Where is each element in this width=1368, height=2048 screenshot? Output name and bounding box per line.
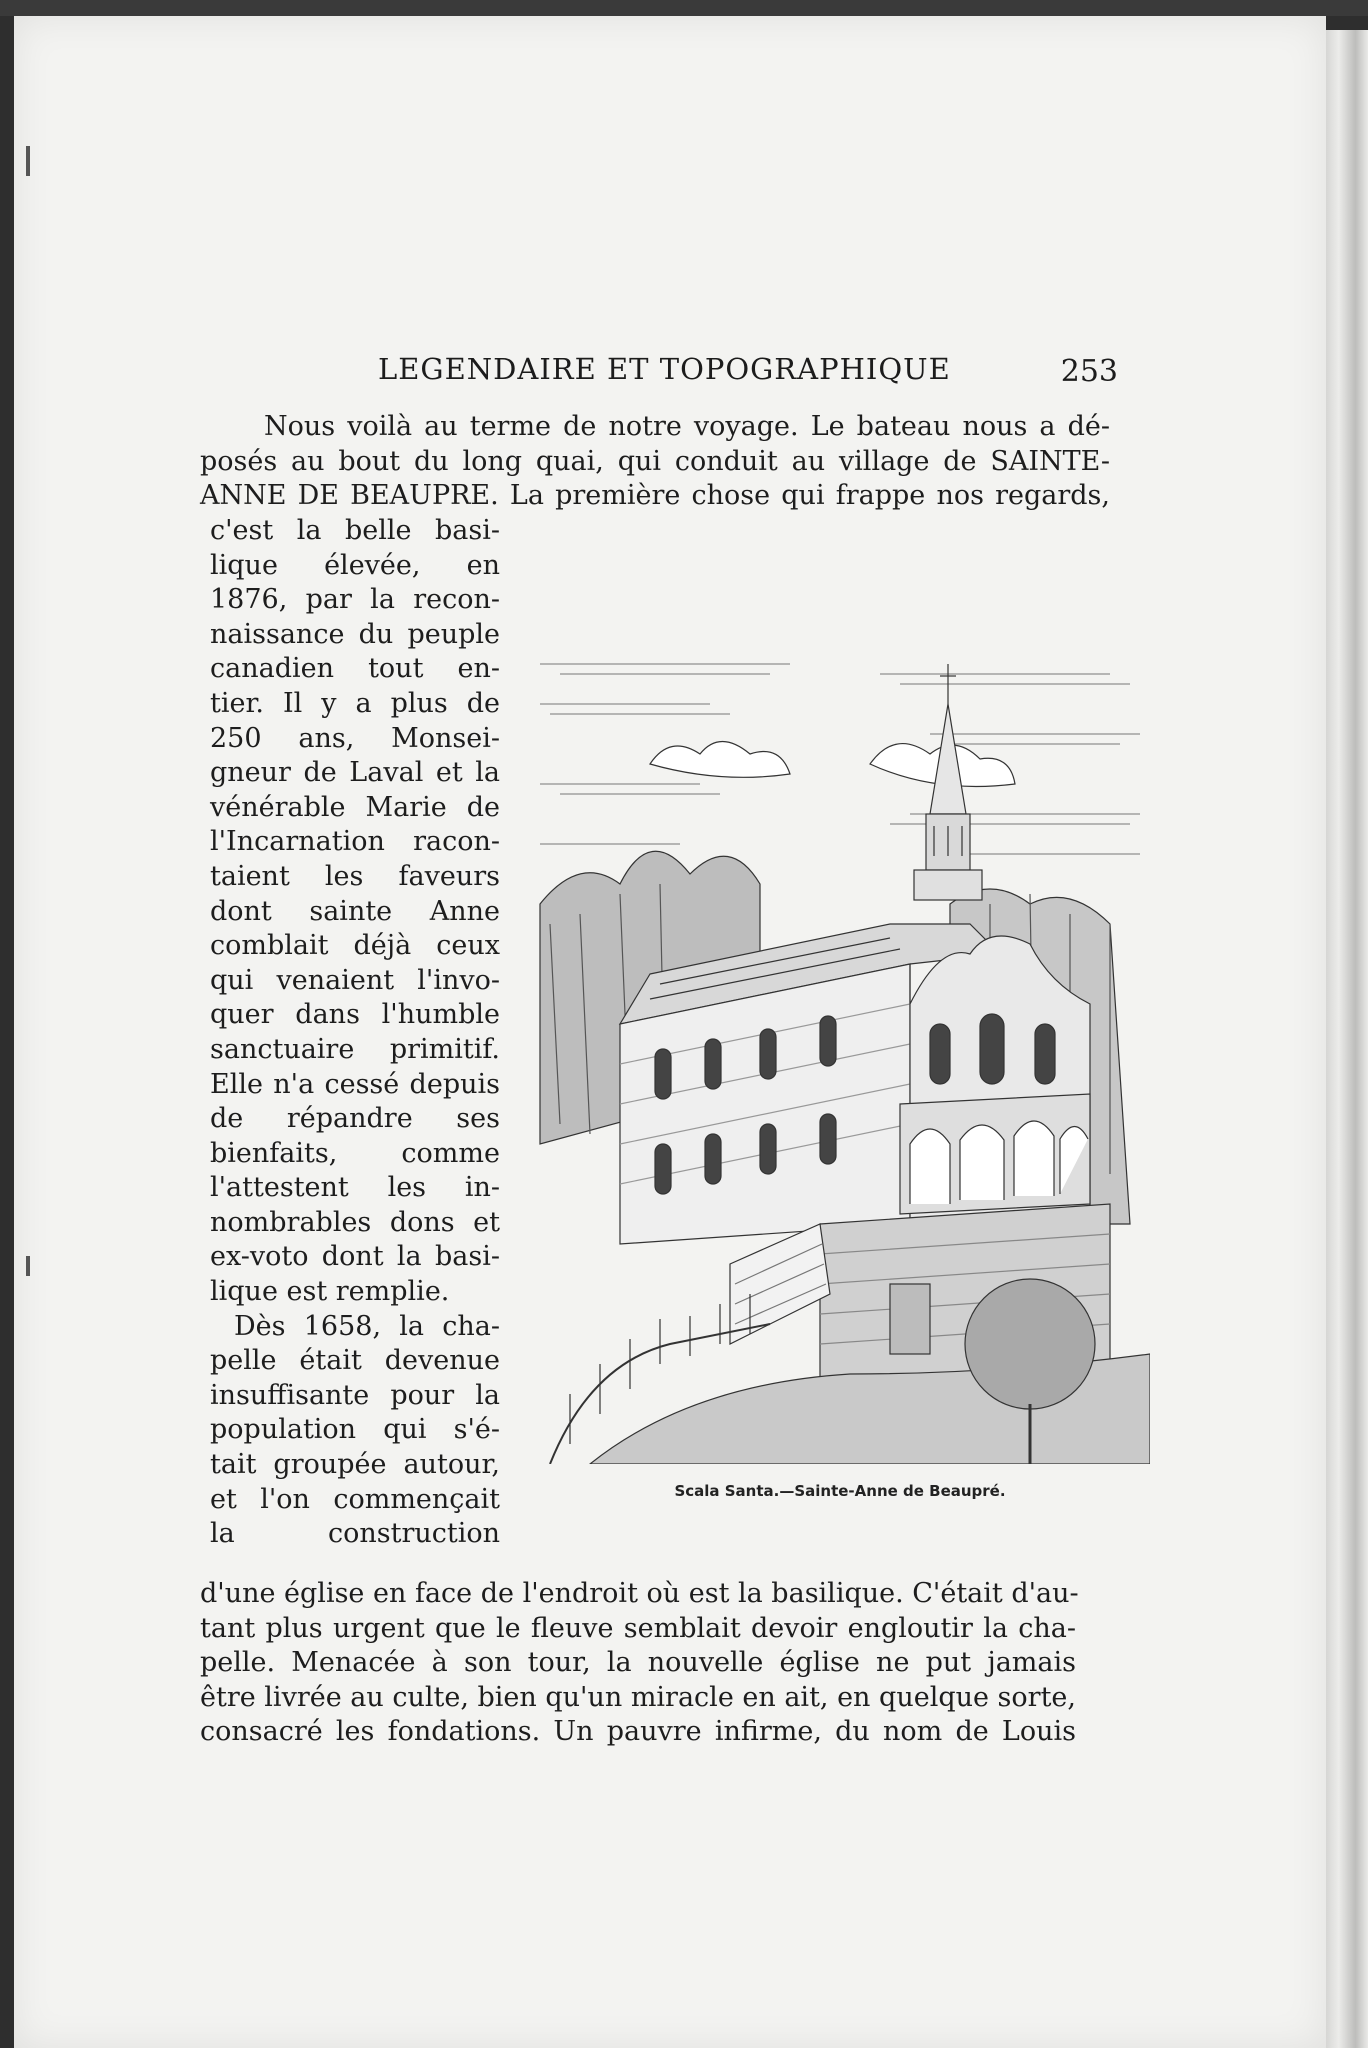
text-line: de répandre ses — [210, 1103, 500, 1135]
text-line: 1876, par la recon- — [210, 584, 500, 616]
text-line: pelle était devenue — [210, 1345, 500, 1377]
text-line: Elle n'a cessé depuis — [210, 1068, 500, 1100]
text-line: l'attestent les in- — [210, 1172, 500, 1204]
text-line: nombrables dons et — [210, 1206, 500, 1238]
page-header — [200, 352, 1118, 392]
text-line: posés au bout du long quai, qui conduit au village de SAINTE- — [200, 445, 1110, 477]
text-line: gneur de Laval et la — [210, 757, 500, 789]
text-line: c'est la belle basi- — [210, 515, 500, 546]
text-line: quer dans l'humble — [210, 999, 500, 1031]
text-line: 250 ans, Monsei- — [210, 722, 500, 754]
text-line: pelle. Menacée à son tour, la nouvelle église ne put jamais — [200, 1647, 1076, 1679]
text-line: Dès 1658, la cha- — [234, 1310, 500, 1342]
text-line: l'Incarnation racon- — [210, 826, 500, 858]
figure-caption: Scala Santa.—Sainte-Anne de Beaupré. — [674, 1482, 1006, 1500]
text-line: lique élevée, en — [210, 549, 500, 581]
lead-paragraph — [200, 410, 1110, 514]
text-line: Nous voilà au terme de notre voyage. Le bateau nous a dé- — [264, 411, 1110, 442]
book-edge — [1326, 30, 1368, 2048]
text-line: tait groupée autour, — [210, 1449, 500, 1481]
text-line: naissance du peuple — [210, 618, 500, 650]
text-line: comblait déjà ceux — [210, 930, 500, 962]
text-line: lique est remplie. — [210, 1276, 450, 1308]
text-line: qui venaient l'invo- — [210, 964, 500, 996]
text-line: canadien tout en- — [210, 653, 500, 685]
tail-paragraph — [200, 1577, 1079, 1750]
text-line: vénérable Marie de — [210, 791, 500, 823]
bush — [965, 1279, 1095, 1409]
text-line: population qui s'é- — [210, 1414, 500, 1446]
margin-mark — [26, 1256, 30, 1276]
margin-mark — [26, 146, 30, 176]
text-line: consacré les fondations. Un pauvre infirme, du nom de Louis — [200, 1716, 1076, 1748]
text-line: taient les faveurs — [210, 860, 500, 892]
text-line: tier. Il y a plus de — [210, 687, 500, 719]
text-line: d'une église en face de l'endroit où est la basilique. C'était d'au- — [200, 1578, 1079, 1609]
text-line: et l'on commençait — [210, 1483, 500, 1515]
text-line: ANNE DE BEAUPRE. La première chose qui frappe nos regards, — [200, 480, 1110, 512]
basilica-engraving — [530, 644, 1150, 1464]
cloud — [650, 742, 790, 778]
text-line: la construction — [210, 1518, 500, 1550]
text-line: bienfaits, comme — [210, 1137, 500, 1169]
scan-top-edge — [0, 0, 1368, 16]
text-line: insuffisante pour la — [210, 1379, 500, 1411]
sky-hatching — [540, 664, 1140, 854]
narrow-column-text — [210, 514, 500, 1552]
text-line: tant plus urgent que le fleuve semblait devoir engloutir la cha- — [200, 1612, 1076, 1644]
running-title: LEGENDAIRE ET TOPOGRAPHIQUE — [378, 352, 951, 386]
page-number: 253 — [1060, 354, 1118, 389]
text-line: être livrée au culte, bien qu'un miracle en ait, en quelque sorte, — [200, 1681, 1076, 1713]
text-line: sanctuaire primitif. — [210, 1033, 500, 1065]
text-line: ex-voto dont la basi- — [210, 1241, 500, 1273]
text-line: dont sainte Anne — [210, 895, 500, 927]
